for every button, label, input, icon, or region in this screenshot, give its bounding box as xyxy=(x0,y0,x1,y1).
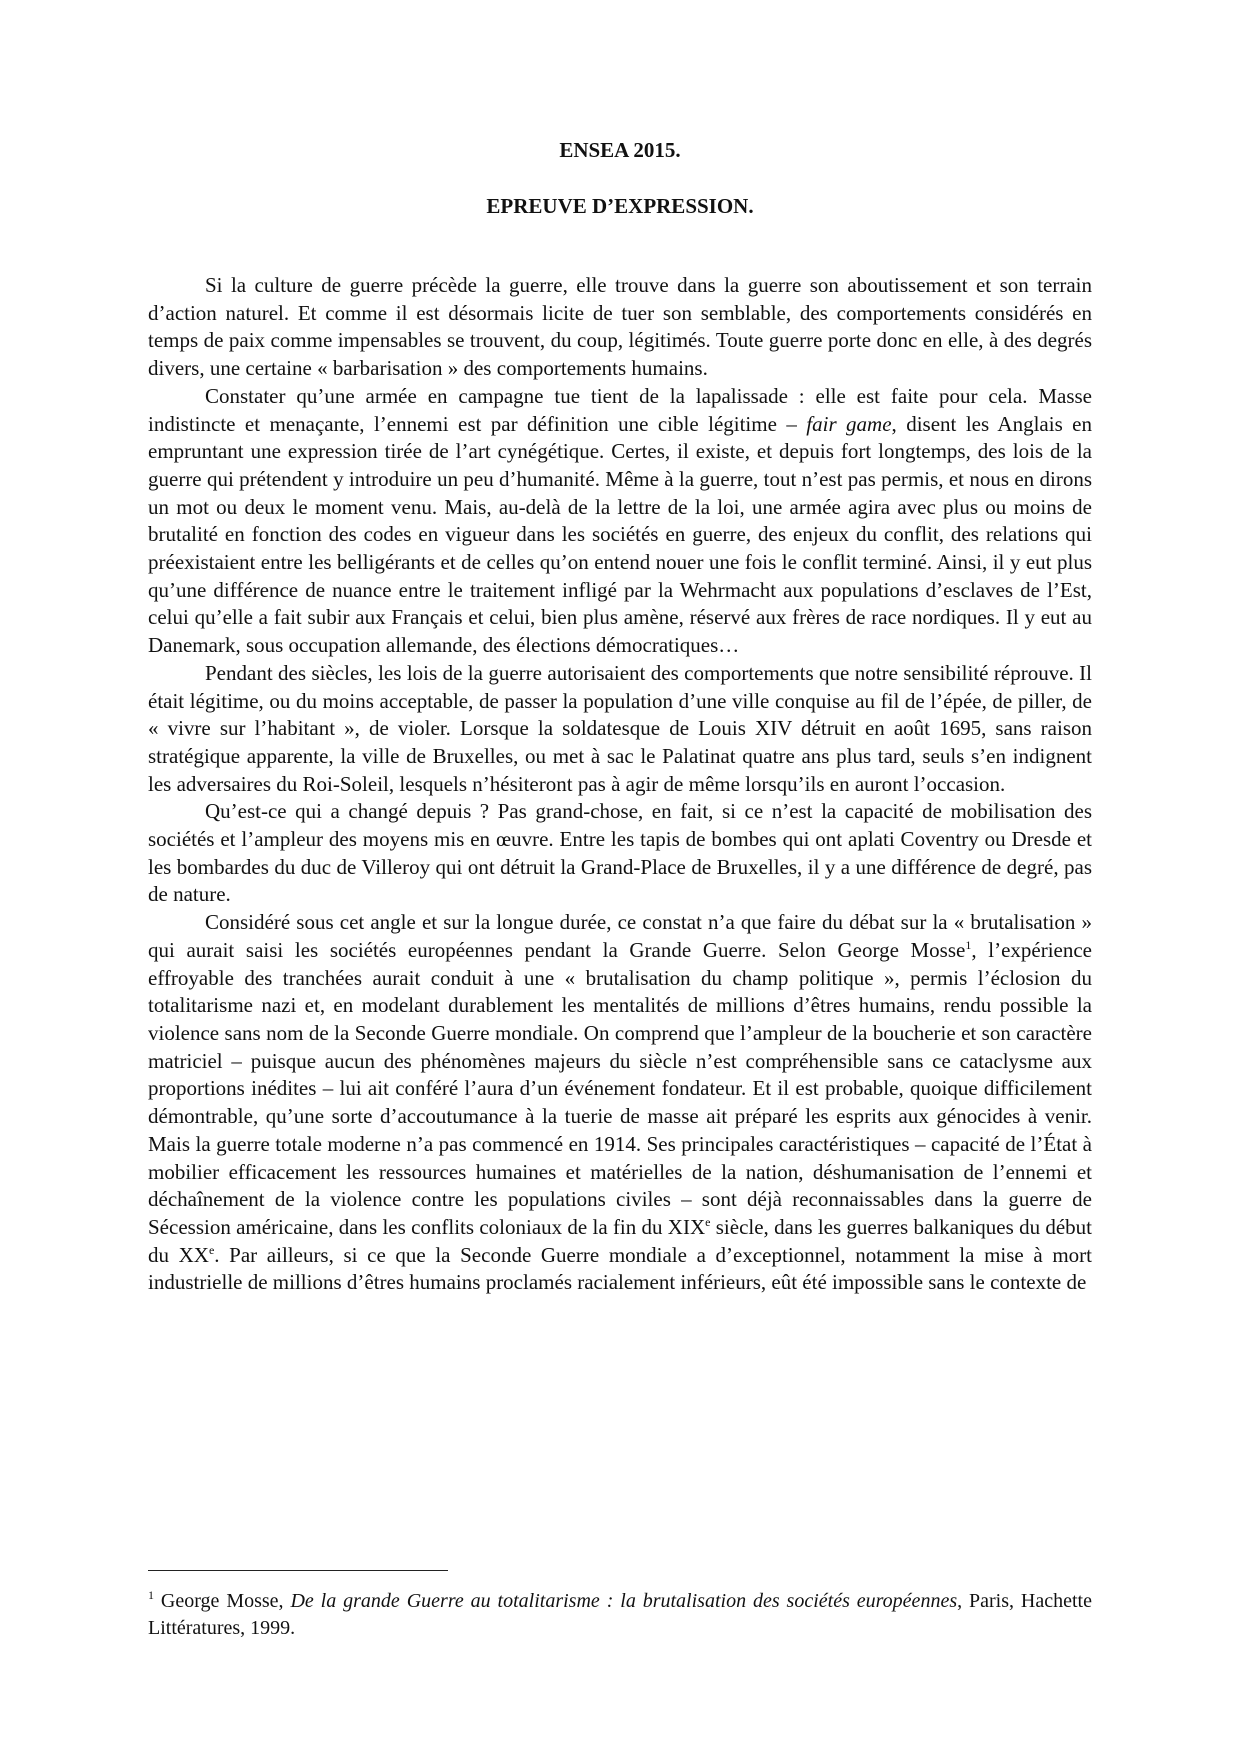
footnote-number: 1 xyxy=(148,1588,154,1602)
footnote xyxy=(148,1588,1092,1642)
paragraph-2-italic: fair game xyxy=(806,411,892,436)
footnote-reference[interactable]: 1 xyxy=(965,937,972,952)
paragraph-5-part-1: Considéré sous cet angle et sur la longue durée, ce constat n’a que faire du débat sur la « brutalisation » qui aurait saisi les sociétés européennes pendant la Grande Guerre. Selon George Mosse xyxy=(148,910,1092,962)
paragraph-2 xyxy=(148,383,1092,660)
paragraph-5 xyxy=(148,909,1092,1297)
footnote-rest: , Paris, Hachette Littératures, 1999. xyxy=(148,1590,1092,1639)
paragraph-3: Pendant des siècles, les lois de la guerre autorisaient des comportements que notre sensibilité réprouve. Il était légitime, ou du moins acceptable, de passer la population d’une ville conquise au fil de l’épée, de piller, de « vivre sur l’habitant », de violer. Lorsque la soldatesque de Louis XIV détruit en août 1695, sans raison stratégique apparente, la ville de Bruxelles, ou met à sac le Palatinat quatre ans plus tard, seuls s’en indignent les adversaires du Roi-Soleil, lesquels n’hésiteront pas à agir de même lorsqu’ils en auront l’occasion. xyxy=(148,660,1092,796)
paragraph-5-part-4: . Par ailleurs, si ce que la Seconde Guerre mondiale a d’exceptionnel, notamment la mise à mort industrielle de millions d’êtres humains proclamés racialement inférieurs, eût été impossible sans le contexte de xyxy=(148,1242,1092,1295)
footnote-author: George Mosse, xyxy=(154,1590,291,1612)
paragraph-2-text-after: , disent les Anglais en empruntant une expression tirée de l’art cynégétique. Certes, il existe, et depuis fort longtemps, des lois de la guerre qui prétendent y introduire un peu d’humanité. Même à la guerre, tout n’est pas permis, et nous en dirons un mot ou deux le moment venu. Mais, au-delà de la lettre de la loi, une armée agira avec plus ou moins de brutalité en fonction des codes en vigueur dans les sociétés en guerre, des enjeux du conflit, des relations qui préexistaient entre les belligérants et de celles qu’on entend nouer une fois le conflit terminé. Ainsi, il y eut plus qu’une différence de nuance entre le traitement infligé par la Wehrmacht aux populations d’esclaves de l’Est, celui qu’elle a fait subir aux Français et celui, bien plus amène, réservé aux frères de race nordiques. Il y eut au Danemark, sous occupation allemande, des élections démocratiques… xyxy=(148,411,1092,658)
century-superscript-20: e xyxy=(208,1242,215,1257)
document-title: ENSEA 2015. xyxy=(559,138,681,162)
paragraph-5-part-3: siècle, dans les guerres balkaniques du début du XX xyxy=(148,1214,1093,1267)
footnote-title: De la grande Guerre au totalitarisme : la brutalisation des sociétés européennes xyxy=(290,1590,958,1612)
document-body xyxy=(148,272,1092,1297)
paragraph-2-text-before: Constater qu’une armée en campagne tue tient de la lapalissade : elle est faite pour cela. Masse indistincte et menaçante, l’ennemi est par définition une cible légitime – xyxy=(148,383,1092,436)
paragraph-1: Si la culture de guerre précède la guerre, elle trouve dans la guerre son aboutissement et son terrain d’action naturel. Et comme il est désormais licite de tuer son semblable, des comportements considérés en temps de paix comme impensables se trouvent, du coup, légitimés. Toute guerre porte donc en elle, à des degrés divers, une certaine « barbarisation » des comportements humains. xyxy=(148,273,1092,381)
paragraph-4: Qu’est-ce qui a changé depuis ? Pas grand-chose, en fait, si ce n’est la capacité de mobilisation des sociétés et l’ampleur des moyens mis en œuvre. Entre les tapis de bombes qui ont aplati Coventry ou Dresde et les bombardes du duc de Villeroy qui ont détruit la Grand-Place de Bruxelles, il y a une différence de degré, pas de nature. xyxy=(148,799,1092,907)
century-superscript-19: e xyxy=(705,1214,711,1229)
paragraph-5-part-2: , l’expérience effroyable des tranchées aurait conduit à une « brutalisation du champ politique », permis l’éclosion du totalitarisme nazi et, en modelant durablement les mentalités de millions d’êtres humains, rendu possible la violence sans nom de la Seconde Guerre mondiale. On comprend que l’ampleur de la boucherie et son caractère matriciel – puisque aucun des phénomènes majeurs du siècle n’est compréhensible sans ce cataclysme aux proportions inédites – lui ait conféré l’aura d’un événement fondateur. Et il est probable, quoique difficilement démontrable, qu’une sorte d’accoutumance à la tuerie de masse ait préparé les esprits aux génocides à venir. Mais la guerre totale moderne n’a pas commencé en 1914. Ses principales caractéristiques – capacité de l’État à mobilier efficacement les ressources humaines et matérielles de la nation, déshumanisation de l’ennemi et déchaînement de la violence contre les populations civiles – sont déjà reconnaissables dans la guerre de Sécession américaine, dans les conflits coloniaux de la fin du XIX xyxy=(148,937,1092,1239)
footnote-divider xyxy=(148,1570,448,1571)
document-subtitle: EPREUVE D’EXPRESSION. xyxy=(486,194,754,218)
document-page xyxy=(148,138,1092,1297)
